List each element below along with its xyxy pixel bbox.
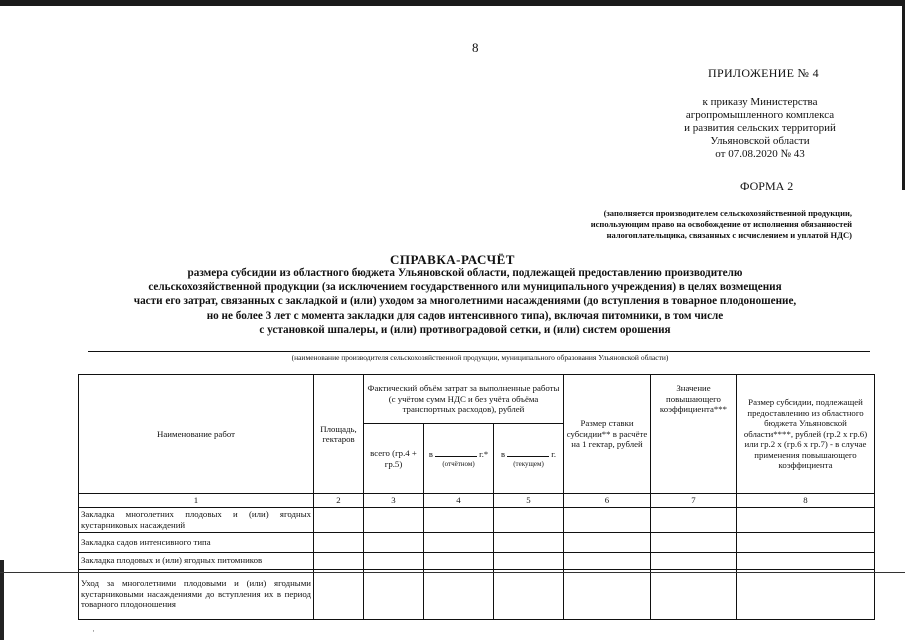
subtitle-line: размера субсидии из областного бюджета Ульяновской области, подлежащей предоставлению производителю — [187, 267, 743, 279]
table-cell[interactable] — [364, 569, 424, 619]
column-number: 5 — [494, 494, 564, 508]
table-cell[interactable] — [494, 552, 564, 569]
order-line: к приказу Министерства — [702, 96, 818, 108]
header-subsidy-amount: Размер субсидии, подлежащей предоставлению из областного бюджета Ульяновской области****, рублей (гр.2 х гр.6) или гр.2 х (гр.6 х гр.7) - в случае применения повышающего коэффициента — [737, 375, 875, 494]
order-reference — [640, 96, 880, 161]
table-cell[interactable] — [314, 507, 364, 532]
header-total: всего (гр.4 + гр.5) — [364, 424, 424, 494]
column-number: 2 — [314, 494, 364, 508]
subtitle-line: с установкой шпалеры, и (или) противоградовой сетки, и (или) систем орошения — [259, 323, 671, 336]
producer-name-line[interactable] — [88, 351, 870, 352]
scan-edge-top — [0, 0, 905, 6]
column-number: 1 — [79, 494, 314, 508]
order-line: от 07.08.2020 № 43 — [715, 148, 805, 160]
document-subtitle — [60, 266, 870, 337]
table-cell[interactable] — [494, 507, 564, 532]
table-cell[interactable] — [737, 507, 875, 532]
table-cell[interactable] — [494, 532, 564, 552]
year-blank[interactable] — [435, 448, 477, 457]
calculation-table — [78, 374, 875, 620]
table-cell[interactable] — [424, 507, 494, 532]
subtitle-line: части его затрат, связанных с закладкой и (или) уходом за многолетними насаждениями (до вступления в товарное плодоношение, — [133, 295, 797, 308]
year-suffix: г. — [551, 448, 556, 459]
scan-artifact-line — [0, 572, 905, 573]
table-cell[interactable] — [494, 569, 564, 619]
column-number: 6 — [564, 494, 651, 508]
row-label: Закладка садов интенсивного типа — [79, 532, 314, 552]
order-line: и развития сельских территорий — [684, 122, 836, 134]
year-suffix: г.* — [479, 448, 489, 459]
table-cell[interactable] — [737, 569, 875, 619]
table-cell[interactable] — [564, 552, 651, 569]
table-cell[interactable] — [424, 552, 494, 569]
table-cell[interactable] — [651, 507, 737, 532]
header-area: Площадь, гектаров — [314, 375, 364, 494]
producer-name-caption: (наименование производителя сельскохозяйственной продукции, муниципального образования Ульяновской области) — [291, 353, 669, 362]
table-cell[interactable] — [737, 532, 875, 552]
table-cell[interactable] — [651, 552, 737, 569]
table-cell[interactable] — [651, 569, 737, 619]
subtitle-line: но не более 3 лет с момента закладки для садов интенсивного типа), включая питомники, в том числе — [206, 309, 724, 322]
note-line: (заполняется производителем сельскохозяйственной продукции, — [603, 208, 852, 218]
table-cell[interactable] — [424, 532, 494, 552]
row-label: Уход за многолетними плодовыми и (или) ягодными кустарниковыми насаждениями до вступления их в период товарного плодоношения — [79, 569, 314, 619]
header-work-name: Наименование работ — [79, 375, 314, 494]
table-cell[interactable] — [364, 552, 424, 569]
table-cell[interactable] — [314, 552, 364, 569]
table-cell[interactable] — [364, 507, 424, 532]
table-cell[interactable] — [364, 532, 424, 552]
column-number: 8 — [737, 494, 875, 508]
row-label: Закладка многолетних плодовых и (или) ягодных кустарниковых насаждений — [79, 507, 314, 532]
table-row — [79, 552, 875, 569]
in-prefix: в — [501, 448, 506, 459]
page-number: 8 — [472, 40, 479, 55]
table-cell[interactable] — [314, 569, 364, 619]
note-line: налогоплательщика, связанных с исчислением и уплатой НДС) — [606, 230, 852, 240]
header-actual-costs: Фактический объём затрат за выполненные работы (с учётом сумм НДС и без учёта объёма транспортных расходов), рублей — [364, 375, 564, 424]
header-subsidy-rate: Размер ставки субсидии** в расчёте на 1 гектар, рублей — [564, 375, 651, 494]
appendix-heading: ПРИЛОЖЕНИЕ № 4 — [708, 66, 819, 80]
table-cell[interactable] — [314, 532, 364, 552]
table-row — [79, 532, 875, 552]
row-label: Закладка плодовых и (или) ягодных питомников — [79, 552, 314, 569]
table-cell[interactable] — [564, 569, 651, 619]
subtitle-line: сельскохозяйственной продукции (за исключением государственного или муниципального учреждения) в целях возмещения — [148, 281, 782, 294]
form-label: ФОРМА 2 — [740, 179, 794, 193]
scan-artifact-mark: · — [92, 626, 95, 636]
table-cell[interactable] — [564, 507, 651, 532]
reporting-label: (отчётном) — [442, 460, 475, 468]
table-row — [79, 569, 875, 619]
year-blank[interactable] — [507, 448, 549, 457]
current-label: (текущем) — [513, 460, 544, 468]
header-coefficient: Значение повышающего коэффициента*** — [651, 375, 737, 494]
order-line: агропромышленного комплекса — [685, 109, 835, 121]
document-title: СПРАВКА-РАСЧЁТ — [390, 252, 515, 267]
table-row — [79, 507, 875, 532]
fill-instruction-note — [520, 208, 852, 241]
column-number: 4 — [424, 494, 494, 508]
table-cell[interactable] — [564, 532, 651, 552]
header-current-year — [494, 424, 564, 494]
in-prefix: в — [428, 448, 433, 459]
header-reporting-year — [424, 424, 494, 494]
column-number: 3 — [364, 494, 424, 508]
table-cell[interactable] — [651, 532, 737, 552]
column-number: 7 — [651, 494, 737, 508]
table-cell[interactable] — [424, 569, 494, 619]
note-line: использующим право на освобождение от исполнения обязанностей — [590, 219, 852, 229]
order-line: Ульяновской области — [710, 135, 810, 147]
table-cell[interactable] — [737, 552, 875, 569]
